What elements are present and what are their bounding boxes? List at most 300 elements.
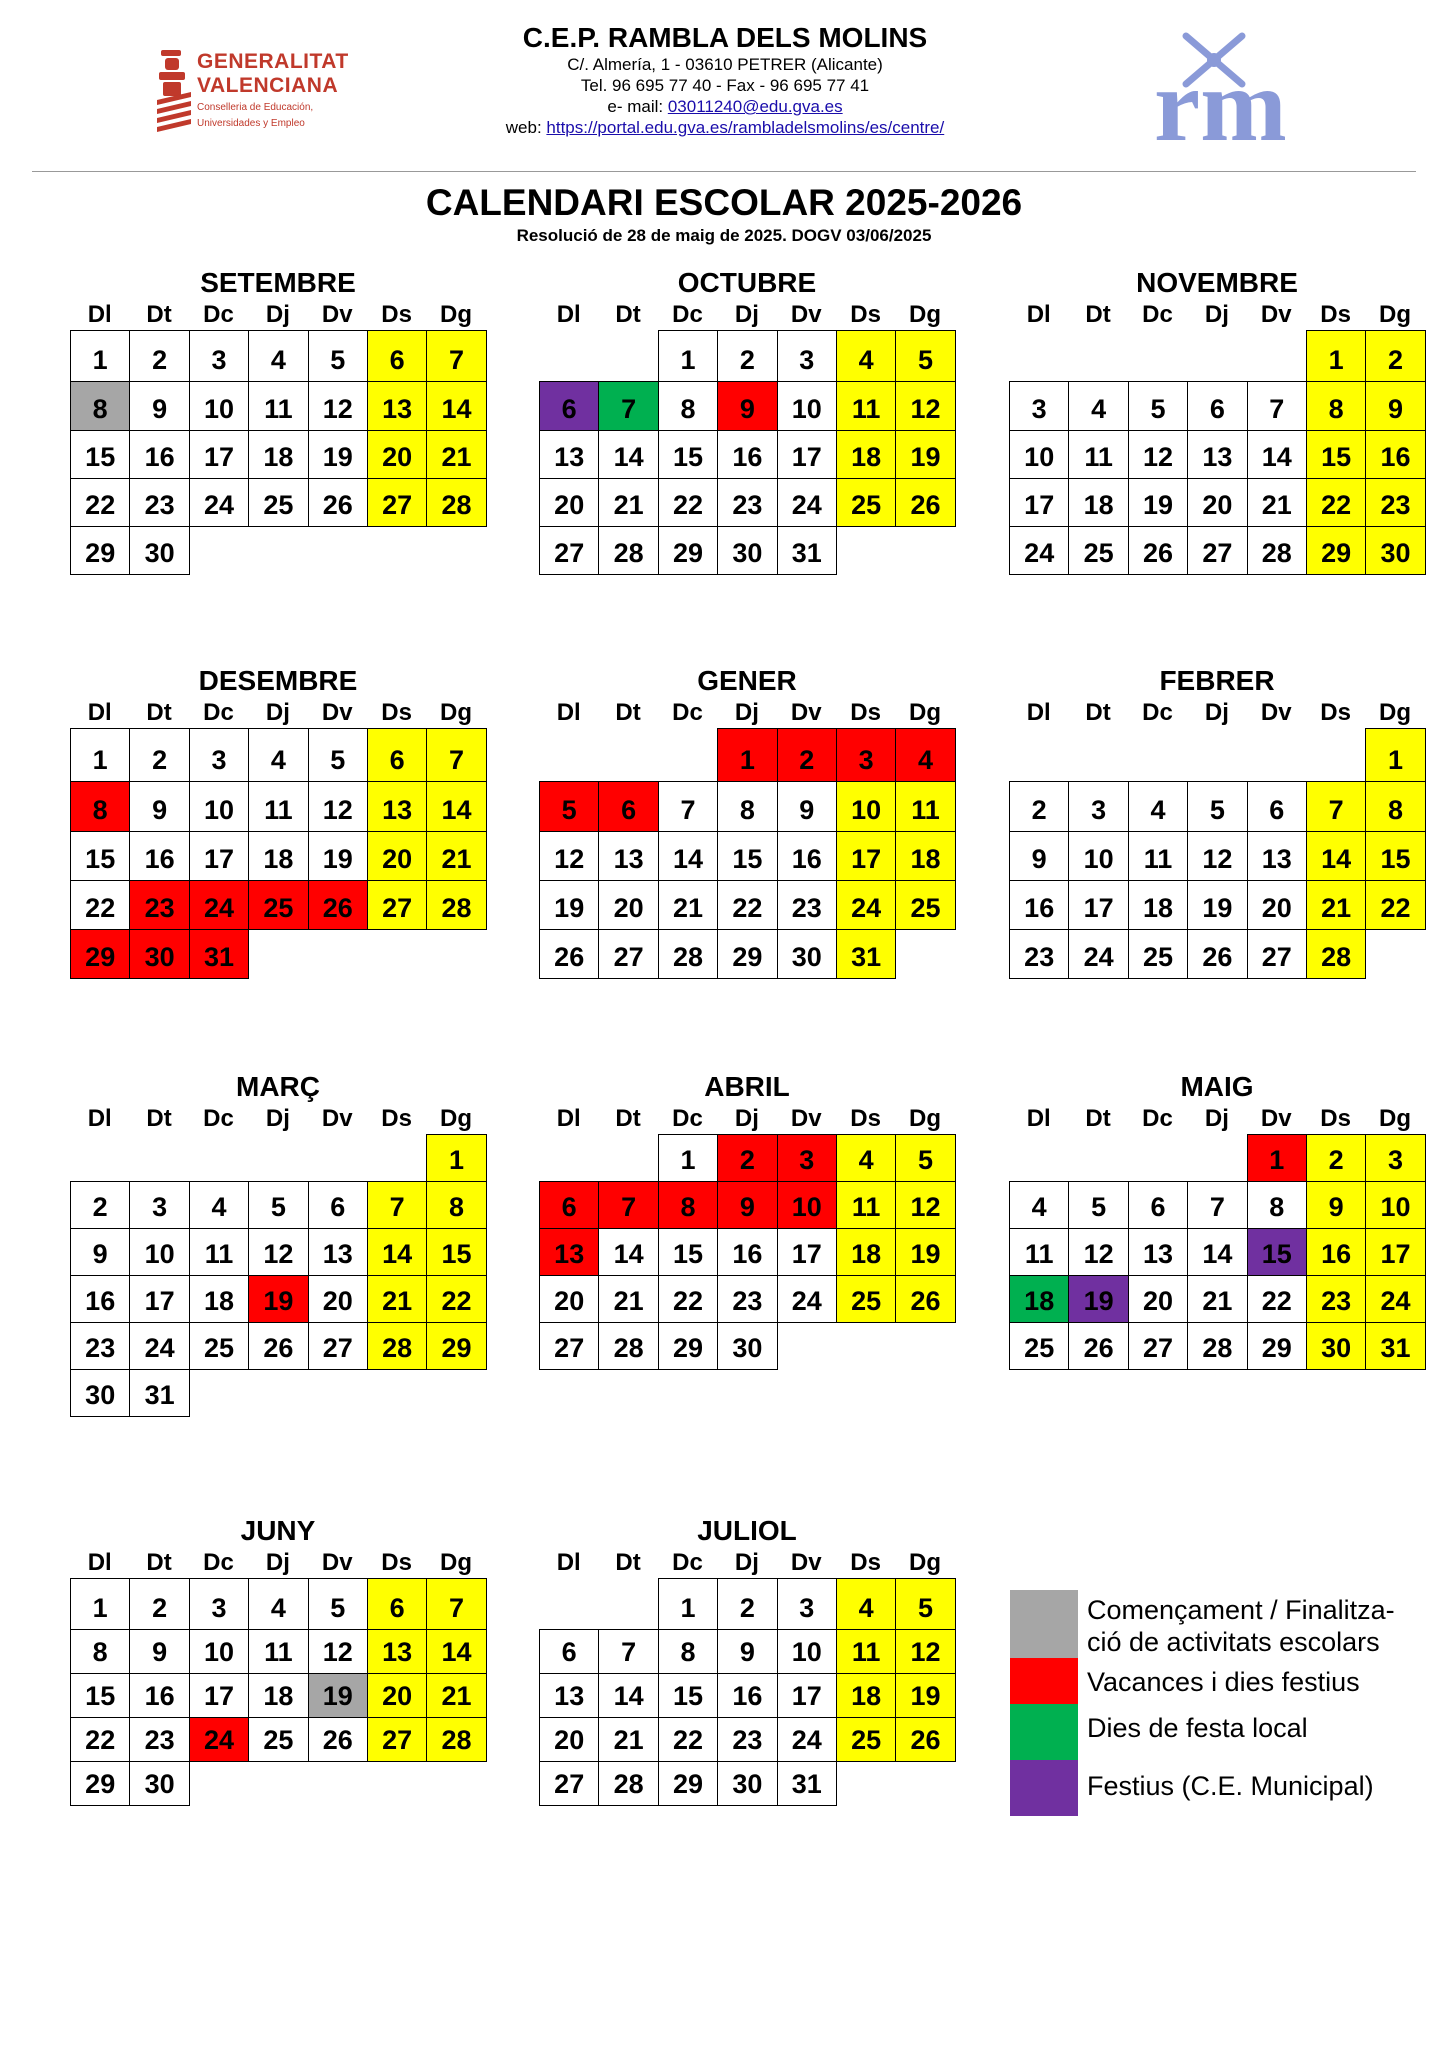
empty-cell bbox=[189, 1369, 249, 1417]
day-cell: 8 bbox=[1306, 381, 1366, 431]
day-cell: 2 bbox=[777, 728, 837, 782]
day-cell: 10 bbox=[1068, 831, 1128, 881]
day-cell: 2 bbox=[717, 1578, 777, 1630]
day-cell: 8 bbox=[70, 1629, 130, 1674]
day-cell: 23 bbox=[1365, 478, 1425, 527]
day-cell: 27 bbox=[367, 478, 427, 527]
day-cell: 28 bbox=[426, 478, 486, 527]
day-cell: 12 bbox=[308, 781, 368, 832]
month-setembre bbox=[70, 266, 486, 574]
day-cell: 15 bbox=[1306, 430, 1366, 479]
empty-cell bbox=[1247, 728, 1307, 782]
weekday-label: Dc bbox=[1142, 1105, 1173, 1132]
email-label: e- mail: bbox=[607, 97, 668, 116]
day-grid bbox=[1009, 330, 1425, 574]
day-cell: 15 bbox=[70, 1673, 130, 1718]
day-cell: 8 bbox=[658, 1181, 718, 1229]
weekday-label: Ds bbox=[850, 301, 881, 328]
school-phone: Tel. 96 695 77 40 - Fax - 96 695 77 41 bbox=[580, 76, 870, 95]
day-cell: 27 bbox=[1187, 526, 1247, 575]
day-cell: 13 bbox=[367, 781, 427, 832]
weekday-label: Dj bbox=[1204, 699, 1229, 726]
day-cell: 3 bbox=[1068, 781, 1128, 832]
day-cell: 6 bbox=[539, 1181, 599, 1229]
day-cell: 14 bbox=[426, 381, 486, 431]
weekday-label: Dg bbox=[1379, 301, 1412, 328]
day-cell: 10 bbox=[189, 1629, 249, 1674]
day-cell: 20 bbox=[367, 430, 427, 479]
weekday-label: Dv bbox=[1260, 699, 1292, 726]
school-web-row bbox=[440, 117, 1010, 138]
day-cell: 17 bbox=[777, 1228, 837, 1276]
weekday-label: Dj bbox=[734, 699, 759, 726]
day-cell: 14 bbox=[1306, 831, 1366, 881]
legend-label bbox=[1087, 1594, 1395, 1658]
day-cell: 21 bbox=[1306, 880, 1366, 930]
weekday-label: Dc bbox=[203, 1549, 234, 1576]
day-cell: 19 bbox=[248, 1275, 308, 1323]
day-grid bbox=[1009, 728, 1425, 978]
day-cell: 30 bbox=[777, 929, 837, 979]
day-cell: 31 bbox=[777, 526, 837, 575]
day-cell: 18 bbox=[248, 1673, 308, 1718]
day-cell: 9 bbox=[1306, 1181, 1366, 1229]
empty-cell bbox=[367, 1761, 427, 1806]
day-cell: 1 bbox=[70, 330, 130, 382]
weekday-label: Dl bbox=[87, 1549, 112, 1576]
day-cell: 8 bbox=[426, 1181, 486, 1229]
day-cell: 18 bbox=[836, 1673, 896, 1718]
day-cell: 13 bbox=[1128, 1228, 1188, 1276]
weekday-label: Dt bbox=[615, 1549, 641, 1576]
weekday-label: Ds bbox=[381, 699, 412, 726]
weekday-label: Dj bbox=[734, 301, 759, 328]
day-cell: 25 bbox=[248, 478, 308, 527]
empty-cell bbox=[308, 1369, 368, 1417]
day-cell: 29 bbox=[1306, 526, 1366, 575]
day-cell: 9 bbox=[129, 1629, 189, 1674]
day-cell: 28 bbox=[426, 1717, 486, 1762]
day-cell: 29 bbox=[426, 1322, 486, 1370]
day-cell: 11 bbox=[248, 781, 308, 832]
day-cell: 11 bbox=[836, 381, 896, 431]
month-juny bbox=[70, 1514, 486, 1805]
weekday-label: Dj bbox=[1204, 1105, 1229, 1132]
email-link[interactable]: 03011240@edu.gva.es bbox=[667, 97, 843, 116]
day-cell: 24 bbox=[189, 478, 249, 527]
empty-cell bbox=[308, 1134, 368, 1182]
day-cell: 3 bbox=[189, 1578, 249, 1630]
day-cell: 3 bbox=[777, 1578, 837, 1630]
day-cell: 20 bbox=[539, 1275, 599, 1323]
day-cell: 26 bbox=[1128, 526, 1188, 575]
day-cell: 5 bbox=[308, 1578, 368, 1630]
day-cell: 12 bbox=[895, 1181, 955, 1229]
day-cell: 14 bbox=[658, 831, 718, 881]
day-cell: 28 bbox=[1187, 1322, 1247, 1370]
day-cell: 28 bbox=[658, 929, 718, 979]
day-cell: 6 bbox=[1128, 1181, 1188, 1229]
day-cell: 27 bbox=[539, 1761, 599, 1806]
day-cell: 23 bbox=[70, 1322, 130, 1370]
empty-cell bbox=[248, 1369, 308, 1417]
day-cell: 9 bbox=[1009, 831, 1069, 881]
day-cell: 9 bbox=[70, 1228, 130, 1276]
weekday-label: Dg bbox=[909, 699, 942, 726]
empty-cell bbox=[248, 929, 308, 979]
day-grid bbox=[1009, 1134, 1425, 1369]
weekday-label: Dc bbox=[672, 699, 703, 726]
month-name: GENER bbox=[697, 665, 797, 696]
day-grid bbox=[70, 1578, 486, 1805]
day-cell: 25 bbox=[1128, 929, 1188, 979]
day-cell: 15 bbox=[1247, 1228, 1307, 1276]
month-name: NOVEMBRE bbox=[1136, 267, 1298, 298]
weekday-label: Ds bbox=[1320, 301, 1351, 328]
web-link[interactable]: https://portal.edu.gva.es/rambladelsmolins/es/centre/ bbox=[546, 118, 945, 137]
day-cell: 23 bbox=[129, 1717, 189, 1762]
day-cell: 21 bbox=[367, 1275, 427, 1323]
day-cell: 12 bbox=[1068, 1228, 1128, 1276]
weekday-label: Dl bbox=[87, 699, 112, 726]
day-cell: 25 bbox=[836, 1275, 896, 1323]
day-cell: 17 bbox=[189, 1673, 249, 1718]
empty-cell bbox=[367, 929, 427, 979]
day-cell: 9 bbox=[777, 781, 837, 832]
weekday-label: Dc bbox=[672, 301, 703, 328]
day-cell: 29 bbox=[717, 929, 777, 979]
empty-cell bbox=[539, 728, 599, 782]
day-cell: 20 bbox=[367, 831, 427, 881]
empty-cell bbox=[1187, 330, 1247, 382]
day-cell: 18 bbox=[248, 430, 308, 479]
day-cell: 26 bbox=[1068, 1322, 1128, 1370]
day-cell: 13 bbox=[598, 831, 658, 881]
weekday-label: Dj bbox=[265, 1105, 290, 1132]
empty-cell bbox=[777, 1322, 837, 1370]
day-cell: 10 bbox=[836, 781, 896, 832]
day-cell: 20 bbox=[539, 1717, 599, 1762]
empty-cell bbox=[426, 1369, 486, 1417]
day-cell: 6 bbox=[539, 381, 599, 431]
empty-cell bbox=[248, 1134, 308, 1182]
day-cell: 25 bbox=[1068, 526, 1128, 575]
day-cell: 25 bbox=[248, 880, 308, 930]
weekday-label: Dg bbox=[909, 301, 942, 328]
day-cell: 19 bbox=[308, 430, 368, 479]
day-cell: 25 bbox=[248, 1717, 308, 1762]
day-cell: 24 bbox=[777, 1717, 837, 1762]
day-cell: 9 bbox=[717, 381, 777, 431]
day-cell: 8 bbox=[658, 381, 718, 431]
weekday-label: Dj bbox=[265, 1549, 290, 1576]
day-cell: 22 bbox=[1306, 478, 1366, 527]
day-grid bbox=[70, 1134, 486, 1416]
day-cell: 5 bbox=[895, 1578, 955, 1630]
day-cell: 19 bbox=[308, 1673, 368, 1718]
day-cell: 14 bbox=[426, 1629, 486, 1674]
day-cell: 28 bbox=[367, 1322, 427, 1370]
day-cell: 1 bbox=[717, 728, 777, 782]
day-cell: 22 bbox=[1247, 1275, 1307, 1323]
weekday-label: Dg bbox=[440, 1105, 473, 1132]
day-grid bbox=[539, 1134, 955, 1369]
weekday-label: Dg bbox=[1379, 699, 1412, 726]
day-cell: 21 bbox=[598, 478, 658, 527]
day-cell: 18 bbox=[189, 1275, 249, 1323]
legend-label bbox=[1087, 1712, 1308, 1744]
day-cell: 30 bbox=[1365, 526, 1425, 575]
day-cell: 7 bbox=[426, 330, 486, 382]
day-cell: 24 bbox=[1068, 929, 1128, 979]
weekday-label: Dj bbox=[265, 699, 290, 726]
day-cell: 8 bbox=[658, 1629, 718, 1674]
day-cell: 1 bbox=[1247, 1134, 1307, 1182]
day-cell: 15 bbox=[426, 1228, 486, 1276]
legend-label-line2: ció de activitats escolars bbox=[1087, 1627, 1380, 1657]
day-cell: 16 bbox=[1306, 1228, 1366, 1276]
empty-cell bbox=[598, 728, 658, 782]
day-cell: 5 bbox=[539, 781, 599, 832]
day-cell: 30 bbox=[717, 1322, 777, 1370]
day-cell: 4 bbox=[1128, 781, 1188, 832]
month-abril bbox=[539, 1070, 955, 1369]
day-cell: 4 bbox=[895, 728, 955, 782]
day-cell: 22 bbox=[1365, 880, 1425, 930]
day-cell: 23 bbox=[1306, 1275, 1366, 1323]
day-cell: 12 bbox=[308, 1629, 368, 1674]
month-name: MARÇ bbox=[236, 1071, 320, 1102]
day-cell: 29 bbox=[70, 1761, 130, 1806]
day-cell: 15 bbox=[658, 1673, 718, 1718]
web-label: web: bbox=[505, 118, 547, 137]
empty-cell bbox=[248, 1761, 308, 1806]
empty-cell bbox=[1187, 728, 1247, 782]
weekday-label: Ds bbox=[850, 699, 881, 726]
day-grid bbox=[70, 330, 486, 574]
empty-cell bbox=[1009, 330, 1069, 382]
weekday-header bbox=[1009, 698, 1425, 728]
empty-cell bbox=[895, 1322, 955, 1370]
weekday-header bbox=[539, 1548, 955, 1578]
weekday-header bbox=[1009, 1104, 1425, 1134]
day-cell: 11 bbox=[248, 381, 308, 431]
day-cell: 2 bbox=[129, 728, 189, 782]
empty-cell bbox=[426, 929, 486, 979]
month-gener bbox=[539, 664, 955, 978]
day-cell: 10 bbox=[1365, 1181, 1425, 1229]
empty-cell bbox=[598, 1578, 658, 1630]
month-desembre bbox=[70, 664, 486, 978]
month-name: DESEMBRE bbox=[198, 665, 358, 696]
day-cell: 6 bbox=[598, 781, 658, 832]
day-grid bbox=[70, 728, 486, 978]
generalitat-emblem-icon bbox=[155, 48, 193, 134]
day-cell: 18 bbox=[836, 1228, 896, 1276]
day-cell: 20 bbox=[1187, 478, 1247, 527]
empty-cell bbox=[426, 1761, 486, 1806]
legend-swatch bbox=[1010, 1760, 1078, 1816]
day-cell: 14 bbox=[426, 781, 486, 832]
day-cell: 21 bbox=[426, 1673, 486, 1718]
day-cell: 2 bbox=[717, 330, 777, 382]
weekday-label: Dl bbox=[1026, 699, 1051, 726]
day-cell: 29 bbox=[658, 1761, 718, 1806]
day-cell: 21 bbox=[598, 1717, 658, 1762]
header-divider bbox=[32, 171, 1416, 172]
weekday-label: Dt bbox=[615, 301, 641, 328]
day-cell: 9 bbox=[717, 1181, 777, 1229]
weekday-label: Dj bbox=[265, 301, 290, 328]
conselleria-line2: Universidades y Empleo bbox=[197, 118, 305, 129]
day-cell: 23 bbox=[717, 1717, 777, 1762]
day-cell: 18 bbox=[1128, 880, 1188, 930]
empty-cell bbox=[189, 1761, 249, 1806]
day-cell: 22 bbox=[426, 1275, 486, 1323]
day-cell: 22 bbox=[70, 478, 130, 527]
day-cell: 6 bbox=[367, 728, 427, 782]
empty-cell bbox=[1068, 330, 1128, 382]
weekday-label: Dc bbox=[203, 1105, 234, 1132]
day-cell: 7 bbox=[1187, 1181, 1247, 1229]
empty-cell bbox=[189, 1134, 249, 1182]
weekday-label: Dt bbox=[146, 301, 172, 328]
day-cell: 13 bbox=[539, 1673, 599, 1718]
day-cell: 11 bbox=[248, 1629, 308, 1674]
day-cell: 7 bbox=[426, 1578, 486, 1630]
day-cell: 14 bbox=[1247, 430, 1307, 479]
day-cell: 18 bbox=[895, 831, 955, 881]
day-cell: 23 bbox=[1009, 929, 1069, 979]
empty-cell bbox=[895, 526, 955, 575]
day-cell: 4 bbox=[248, 1578, 308, 1630]
day-cell: 25 bbox=[1009, 1322, 1069, 1370]
day-cell: 23 bbox=[129, 478, 189, 527]
weekday-label: Ds bbox=[850, 1105, 881, 1132]
weekday-label: Dt bbox=[1085, 1105, 1111, 1132]
day-cell: 4 bbox=[1009, 1181, 1069, 1229]
day-cell: 1 bbox=[658, 330, 718, 382]
day-cell: 3 bbox=[1365, 1134, 1425, 1182]
empty-cell bbox=[367, 526, 427, 575]
day-cell: 13 bbox=[308, 1228, 368, 1276]
empty-cell bbox=[1068, 728, 1128, 782]
day-cell: 28 bbox=[426, 880, 486, 930]
day-cell: 8 bbox=[717, 781, 777, 832]
day-cell: 16 bbox=[1365, 430, 1425, 479]
weekday-label: Dj bbox=[734, 1549, 759, 1576]
day-cell: 28 bbox=[1306, 929, 1366, 979]
day-cell: 9 bbox=[129, 381, 189, 431]
weekday-label: Dg bbox=[440, 699, 473, 726]
empty-cell bbox=[1009, 1134, 1069, 1182]
legend-label-line1: Dies de festa local bbox=[1087, 1713, 1308, 1743]
weekday-label: Dv bbox=[321, 1549, 353, 1576]
month-name: MAIG bbox=[1180, 1071, 1254, 1102]
day-cell: 29 bbox=[658, 1322, 718, 1370]
empty-cell bbox=[1009, 728, 1069, 782]
day-cell: 31 bbox=[129, 1369, 189, 1417]
weekday-label: Dl bbox=[556, 301, 581, 328]
day-cell: 10 bbox=[189, 381, 249, 431]
day-cell: 27 bbox=[367, 1717, 427, 1762]
day-cell: 2 bbox=[1365, 330, 1425, 382]
day-cell: 22 bbox=[70, 880, 130, 930]
school-info bbox=[440, 22, 1010, 138]
weekday-label: Dt bbox=[1085, 699, 1111, 726]
weekday-label: Dv bbox=[1260, 1105, 1292, 1132]
generalitat-logo bbox=[155, 44, 395, 154]
weekday-label: Dt bbox=[146, 699, 172, 726]
day-cell: 17 bbox=[836, 831, 896, 881]
day-cell: 16 bbox=[717, 1228, 777, 1276]
day-cell: 3 bbox=[189, 728, 249, 782]
day-cell: 16 bbox=[129, 1673, 189, 1718]
day-cell: 19 bbox=[895, 1228, 955, 1276]
empty-cell bbox=[598, 330, 658, 382]
weekday-label: Dc bbox=[672, 1549, 703, 1576]
weekday-label: Ds bbox=[850, 1549, 881, 1576]
day-cell: 1 bbox=[658, 1134, 718, 1182]
day-cell: 14 bbox=[1187, 1228, 1247, 1276]
day-cell: 26 bbox=[895, 478, 955, 527]
legend-label-line1: Festius (C.E. Municipal) bbox=[1087, 1771, 1374, 1801]
weekday-label: Dl bbox=[556, 1105, 581, 1132]
day-cell: 12 bbox=[895, 381, 955, 431]
day-cell: 8 bbox=[1247, 1181, 1307, 1229]
weekday-label: Dv bbox=[321, 1105, 353, 1132]
month-octubre bbox=[539, 266, 955, 574]
day-cell: 26 bbox=[308, 880, 368, 930]
day-cell: 17 bbox=[1009, 478, 1069, 527]
month-name: JULIOL bbox=[697, 1515, 797, 1546]
weekday-label: Dl bbox=[1026, 1105, 1051, 1132]
day-cell: 25 bbox=[836, 478, 896, 527]
day-cell: 29 bbox=[1247, 1322, 1307, 1370]
weekday-label: Dl bbox=[87, 1105, 112, 1132]
empty-cell bbox=[598, 1134, 658, 1182]
day-cell: 9 bbox=[717, 1629, 777, 1674]
day-cell: 17 bbox=[189, 430, 249, 479]
day-cell: 16 bbox=[70, 1275, 130, 1323]
day-cell: 22 bbox=[70, 1717, 130, 1762]
weekday-label: Dv bbox=[790, 301, 822, 328]
day-cell: 6 bbox=[539, 1629, 599, 1674]
weekday-label: Dv bbox=[321, 699, 353, 726]
weekday-label: Dg bbox=[909, 1549, 942, 1576]
day-cell: 29 bbox=[70, 526, 130, 575]
day-cell: 10 bbox=[129, 1228, 189, 1276]
day-cell: 17 bbox=[129, 1275, 189, 1323]
day-cell: 4 bbox=[1068, 381, 1128, 431]
weekday-label: Dt bbox=[1085, 301, 1111, 328]
day-cell: 30 bbox=[717, 1761, 777, 1806]
day-cell: 3 bbox=[836, 728, 896, 782]
day-cell: 24 bbox=[777, 478, 837, 527]
day-cell: 31 bbox=[1365, 1322, 1425, 1370]
day-cell: 25 bbox=[895, 880, 955, 930]
day-cell: 5 bbox=[895, 330, 955, 382]
day-cell: 12 bbox=[308, 381, 368, 431]
weekday-label: Ds bbox=[381, 1549, 412, 1576]
month-name: SETEMBRE bbox=[200, 267, 356, 298]
day-cell: 26 bbox=[308, 1717, 368, 1762]
day-cell: 4 bbox=[189, 1181, 249, 1229]
month-juliol bbox=[539, 1514, 955, 1805]
day-cell: 2 bbox=[129, 1578, 189, 1630]
weekday-label: Dj bbox=[1204, 301, 1229, 328]
day-cell: 14 bbox=[598, 1673, 658, 1718]
